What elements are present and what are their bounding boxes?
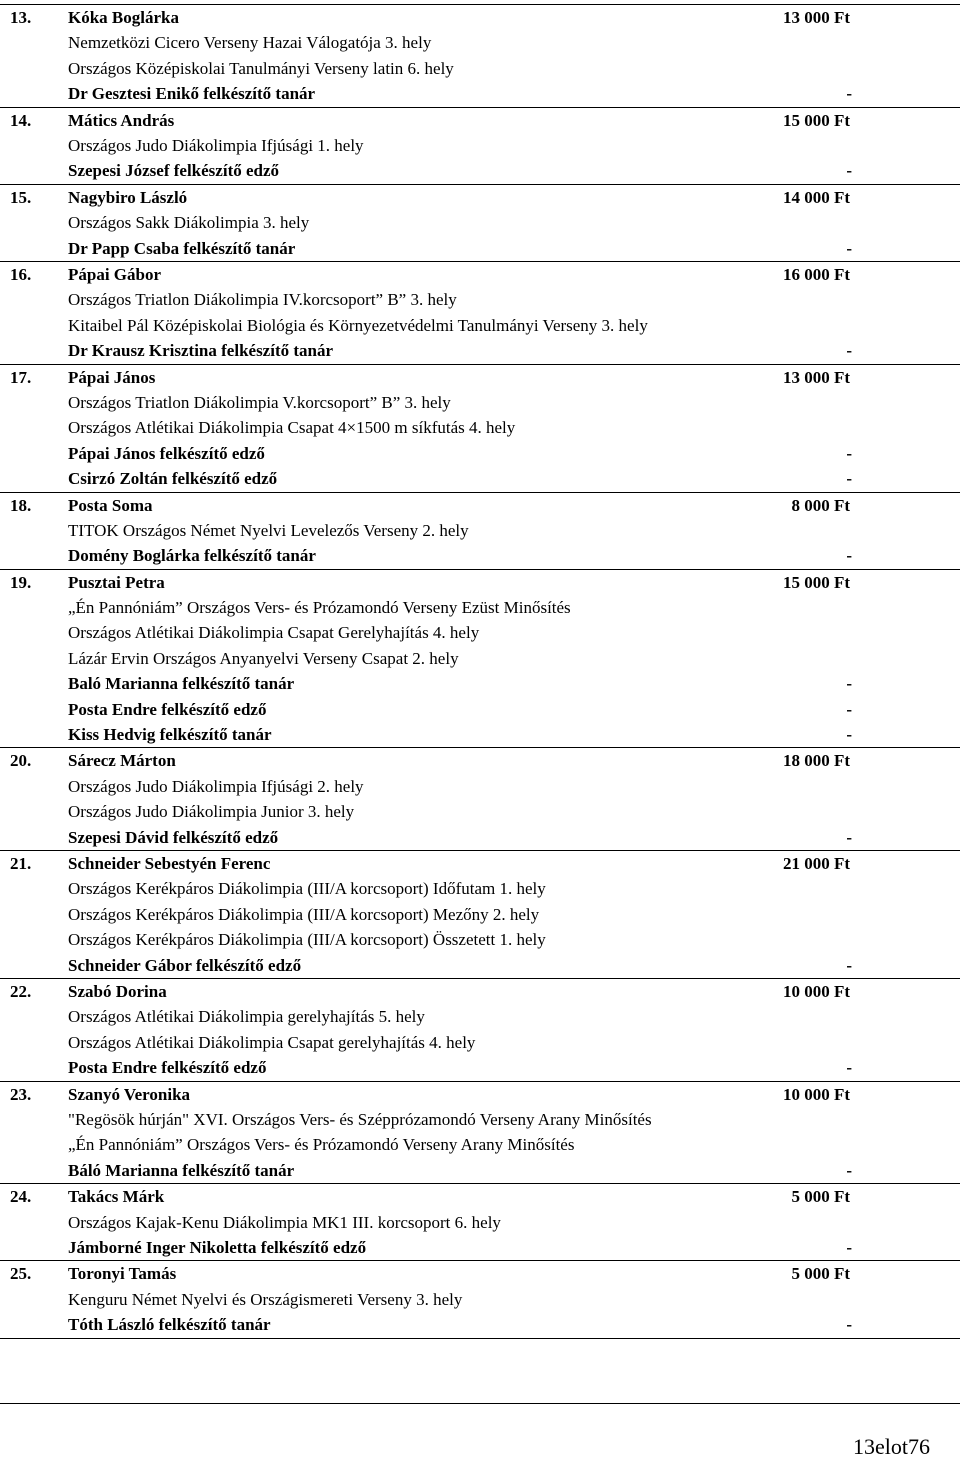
- achievement-text: Országos Triatlon Diákolimpia V.korcsoport” B” 3. hely: [68, 392, 451, 412]
- bottom-divider: [0, 1403, 960, 1404]
- teacher-row: [0, 338, 960, 363]
- teacher-name: Báló Marianna felkészítő tanár: [68, 1160, 295, 1180]
- entry-number: 15.: [10, 187, 32, 207]
- entry-header-row: [0, 1184, 960, 1209]
- award-entry: [0, 4, 960, 108]
- achievement-text: Országos Atlétikai Diákolimpia gerelyhajítás 5. hely: [68, 1007, 425, 1027]
- entry-number: 24.: [10, 1187, 32, 1207]
- achievement-row: [0, 1030, 960, 1055]
- student-name: Kóka Boglárka: [68, 8, 179, 27]
- award-entry: [0, 1184, 960, 1261]
- entry-header-row: [0, 851, 960, 876]
- achievement-row: [0, 390, 960, 415]
- award-entry: [0, 108, 960, 185]
- entry-header-row: [0, 979, 960, 1004]
- achievement-text: Országos Atlétikai Diákolimpia Csapat gerelyhajítás 4. hely: [68, 1032, 476, 1052]
- teacher-name: Domény Boglárka felkészítő tanár: [68, 546, 316, 566]
- student-name: Pusztai Petra: [68, 572, 165, 592]
- teacher-row: [0, 722, 960, 747]
- achievement-row: [0, 876, 960, 901]
- entry-header-row: [0, 570, 960, 595]
- achievement-text: Országos Kerékpáros Diákolimpia (III/A korcsoport) Mezőny 2. hely: [68, 904, 540, 924]
- achievement-text: Országos Kajak-Kenu Diákolimpia MK1 III. korcsoport 6. hely: [68, 1212, 501, 1232]
- achievement-text: Országos Középiskolai Tanulmányi Verseny latin 6. hely: [68, 58, 454, 78]
- teacher-amount: -: [846, 84, 852, 104]
- entry-number: 21.: [10, 854, 32, 873]
- achievement-text: Országos Kerékpáros Diákolimpia (III/A korcsoport) Összetett 1. hely: [68, 930, 546, 950]
- award-entry: [0, 1082, 960, 1185]
- teacher-row: [0, 671, 960, 696]
- achievement-text: Országos Judo Diákolimpia Ifjúsági 2. hely: [68, 776, 364, 796]
- teacher-name: Schneider Gábor felkészítő edző: [68, 955, 302, 975]
- teacher-name: Dr Gesztesi Enikő felkészítő tanár: [68, 84, 316, 104]
- teacher-row: [0, 543, 960, 568]
- achievement-row: [0, 210, 960, 235]
- teacher-name: Posta Endre felkészítő edző: [68, 1058, 267, 1078]
- achievement-text: "Regösök húrján" XVI. Országos Vers- és Szépprózamondó Verseny Arany Minősítés: [68, 1109, 652, 1129]
- student-name: Pápai Gábor: [68, 264, 162, 284]
- achievement-text: Országos Sakk Diákolimpia 3. hely: [68, 213, 310, 233]
- award-amount: 5 000 Ft: [791, 1187, 850, 1207]
- award-amount: 10 000 Ft: [782, 981, 850, 1001]
- teacher-name: Kiss Hedvig felkészítő tanár: [68, 725, 272, 745]
- achievement-text: Lázár Ervin Országos Anyanyelvi Verseny Csapat 2. hely: [68, 648, 459, 668]
- teacher-name: Szepesi József felkészítő edző: [68, 161, 280, 181]
- teacher-name: Dr Papp Csaba felkészítő tanár: [68, 238, 296, 258]
- teacher-name: Posta Endre felkészítő edző: [68, 699, 267, 719]
- teacher-amount: -: [846, 1315, 852, 1335]
- award-amount: 13 000 Ft: [782, 367, 850, 387]
- achievement-row: [0, 774, 960, 799]
- achievement-row: [0, 30, 960, 55]
- achievement-text: „Én Pannóniám” Országos Vers- és Prózamondó Verseny Arany Minősítés: [68, 1135, 575, 1155]
- achievement-text: Országos Kerékpáros Diákolimpia (III/A korcsoport) Időfutam 1. hely: [68, 879, 546, 899]
- page-footer: 13elot76: [853, 1434, 930, 1459]
- student-name: Takács Márk: [68, 1187, 165, 1207]
- achievement-row: [0, 902, 960, 927]
- teacher-row: [0, 697, 960, 722]
- award-entry: [0, 748, 960, 851]
- teacher-row: [0, 441, 960, 466]
- award-entry: [0, 979, 960, 1082]
- student-name: Sárecz Márton: [68, 751, 176, 771]
- entry-number: 23.: [10, 1084, 32, 1104]
- entry-number: 16.: [10, 264, 32, 284]
- achievement-row: [0, 595, 960, 620]
- achievement-row: [0, 1107, 960, 1133]
- award-amount: 10 000 Ft: [782, 1084, 850, 1104]
- entry-header-row: [0, 493, 960, 518]
- award-entry: [0, 262, 960, 365]
- student-name: Schneider Sebestyén Ferenc: [68, 854, 271, 873]
- teacher-row: [0, 1235, 960, 1260]
- achievement-row: [0, 415, 960, 440]
- achievement-row: [0, 1210, 960, 1235]
- teacher-amount: -: [846, 955, 852, 975]
- teacher-amount: -: [846, 827, 852, 847]
- award-entry: [0, 185, 960, 262]
- entry-header-row: [0, 1261, 960, 1286]
- teacher-name: Jámborné Inger Nikoletta felkészítő edző: [68, 1237, 367, 1257]
- achievement-row: [0, 56, 960, 81]
- entry-number: 22.: [10, 981, 32, 1001]
- achievement-row: [0, 313, 960, 339]
- teacher-row: [0, 1158, 960, 1183]
- achievement-text: Országos Atlétikai Diákolimpia Csapat Gerelyhajítás 4. hely: [68, 623, 480, 643]
- teacher-amount: -: [846, 341, 852, 361]
- achievement-text: Országos Triatlon Diákolimpia IV.korcsoport” B” 3. hely: [68, 290, 457, 310]
- achievement-text: Nemzetközi Cicero Verseny Hazai Válogatója 3. hely: [68, 33, 432, 53]
- entry-number: 18.: [10, 495, 32, 515]
- teacher-name: Szepesi Dávid felkészítő edző: [68, 827, 279, 847]
- entry-header-row: [0, 185, 960, 210]
- teacher-name: Baló Marianna felkészítő tanár: [68, 674, 295, 694]
- award-amount: 16 000 Ft: [782, 264, 850, 284]
- entry-header-row: [0, 748, 960, 773]
- achievement-text: Országos Judo Diákolimpia Ifjúsági 1. hely: [68, 135, 364, 155]
- teacher-row: [0, 236, 960, 261]
- achievement-row: [0, 133, 960, 158]
- student-name: Szabó Dorina: [68, 981, 167, 1001]
- achievement-row: [0, 799, 960, 824]
- achievement-row: [0, 620, 960, 645]
- teacher-name: Dr Krausz Krisztina felkészítő tanár: [68, 341, 334, 361]
- entry-number: 17.: [10, 367, 32, 387]
- entry-number: 13.: [10, 8, 32, 27]
- student-name: Nagybiro László: [68, 187, 188, 207]
- teacher-amount: -: [846, 699, 852, 719]
- teacher-amount: -: [846, 546, 852, 566]
- teacher-row: [0, 825, 960, 850]
- teacher-row: [0, 466, 960, 491]
- award-amount: 13 000 Ft: [782, 8, 850, 27]
- award-list: [0, 4, 960, 1339]
- teacher-row: [0, 158, 960, 183]
- achievement-row: [0, 1004, 960, 1029]
- entry-number: 19.: [10, 572, 32, 592]
- achievement-row: [0, 1287, 960, 1312]
- entry-header-row: [0, 1082, 960, 1107]
- teacher-amount: -: [846, 443, 852, 463]
- achievement-row: [0, 927, 960, 952]
- teacher-amount: -: [846, 1160, 852, 1180]
- achievement-text: Kenguru Német Nyelvi és Országismereti Verseny 3. hely: [68, 1289, 463, 1309]
- teacher-name: Csirzó Zoltán felkészítő edző: [68, 469, 278, 489]
- teacher-amount: -: [846, 469, 852, 489]
- teacher-row: [0, 81, 960, 106]
- achievement-text: „Én Pannóniám” Országos Vers- és Prózamondó Verseny Ezüst Minősítés: [68, 598, 571, 618]
- award-amount: 14 000 Ft: [782, 187, 850, 207]
- award-entry: [0, 1261, 960, 1338]
- entry-number: 25.: [10, 1264, 32, 1284]
- award-entry: [0, 493, 960, 570]
- entry-header-row: [0, 5, 960, 30]
- teacher-name: Tóth László felkészítő tanár: [68, 1315, 271, 1335]
- student-name: Szanyó Veronika: [68, 1084, 191, 1104]
- entry-header-row: [0, 262, 960, 287]
- award-amount: 8 000 Ft: [791, 495, 850, 515]
- award-amount: 15 000 Ft: [782, 572, 850, 592]
- achievement-text: Kitaibel Pál Középiskolai Biológia és Környezetvédelmi Tanulmányi Verseny 3. hely: [68, 315, 648, 335]
- achievement-text: Országos Judo Diákolimpia Junior 3. hely: [68, 802, 355, 822]
- student-name: Mátics András: [68, 110, 175, 130]
- award-amount: 5 000 Ft: [791, 1264, 850, 1284]
- teacher-amount: -: [846, 161, 852, 181]
- award-entry: [0, 570, 960, 749]
- teacher-amount: -: [846, 238, 852, 258]
- teacher-row: [0, 1055, 960, 1080]
- teacher-amount: -: [846, 725, 852, 745]
- teacher-row: [0, 953, 960, 978]
- teacher-amount: -: [846, 674, 852, 694]
- entry-header-row: [0, 365, 960, 390]
- award-amount: 15 000 Ft: [782, 110, 850, 130]
- award-amount: 18 000 Ft: [782, 751, 850, 771]
- achievement-text: TITOK Országos Német Nyelvi Levelezős Verseny 2. hely: [68, 520, 469, 540]
- student-name: Toronyi Tamás: [68, 1264, 177, 1284]
- entry-number: 20.: [10, 751, 32, 771]
- award-entry: [0, 851, 960, 979]
- teacher-amount: -: [846, 1058, 852, 1078]
- achievement-row: [0, 1132, 960, 1157]
- teacher-name: Pápai János felkészítő edző: [68, 443, 265, 463]
- award-entry: [0, 365, 960, 493]
- entry-number: 14.: [10, 110, 32, 130]
- teacher-row: [0, 1312, 960, 1337]
- entry-header-row: [0, 108, 960, 133]
- achievement-row: [0, 287, 960, 312]
- award-amount: 21 000 Ft: [782, 854, 850, 873]
- achievement-text: Országos Atlétikai Diákolimpia Csapat 4×1500 m síkfutás 4. hely: [68, 418, 516, 438]
- student-name: Posta Soma: [68, 495, 153, 515]
- student-name: Pápai János: [68, 367, 156, 387]
- achievement-row: [0, 518, 960, 543]
- achievement-row: [0, 646, 960, 671]
- teacher-amount: -: [846, 1237, 852, 1257]
